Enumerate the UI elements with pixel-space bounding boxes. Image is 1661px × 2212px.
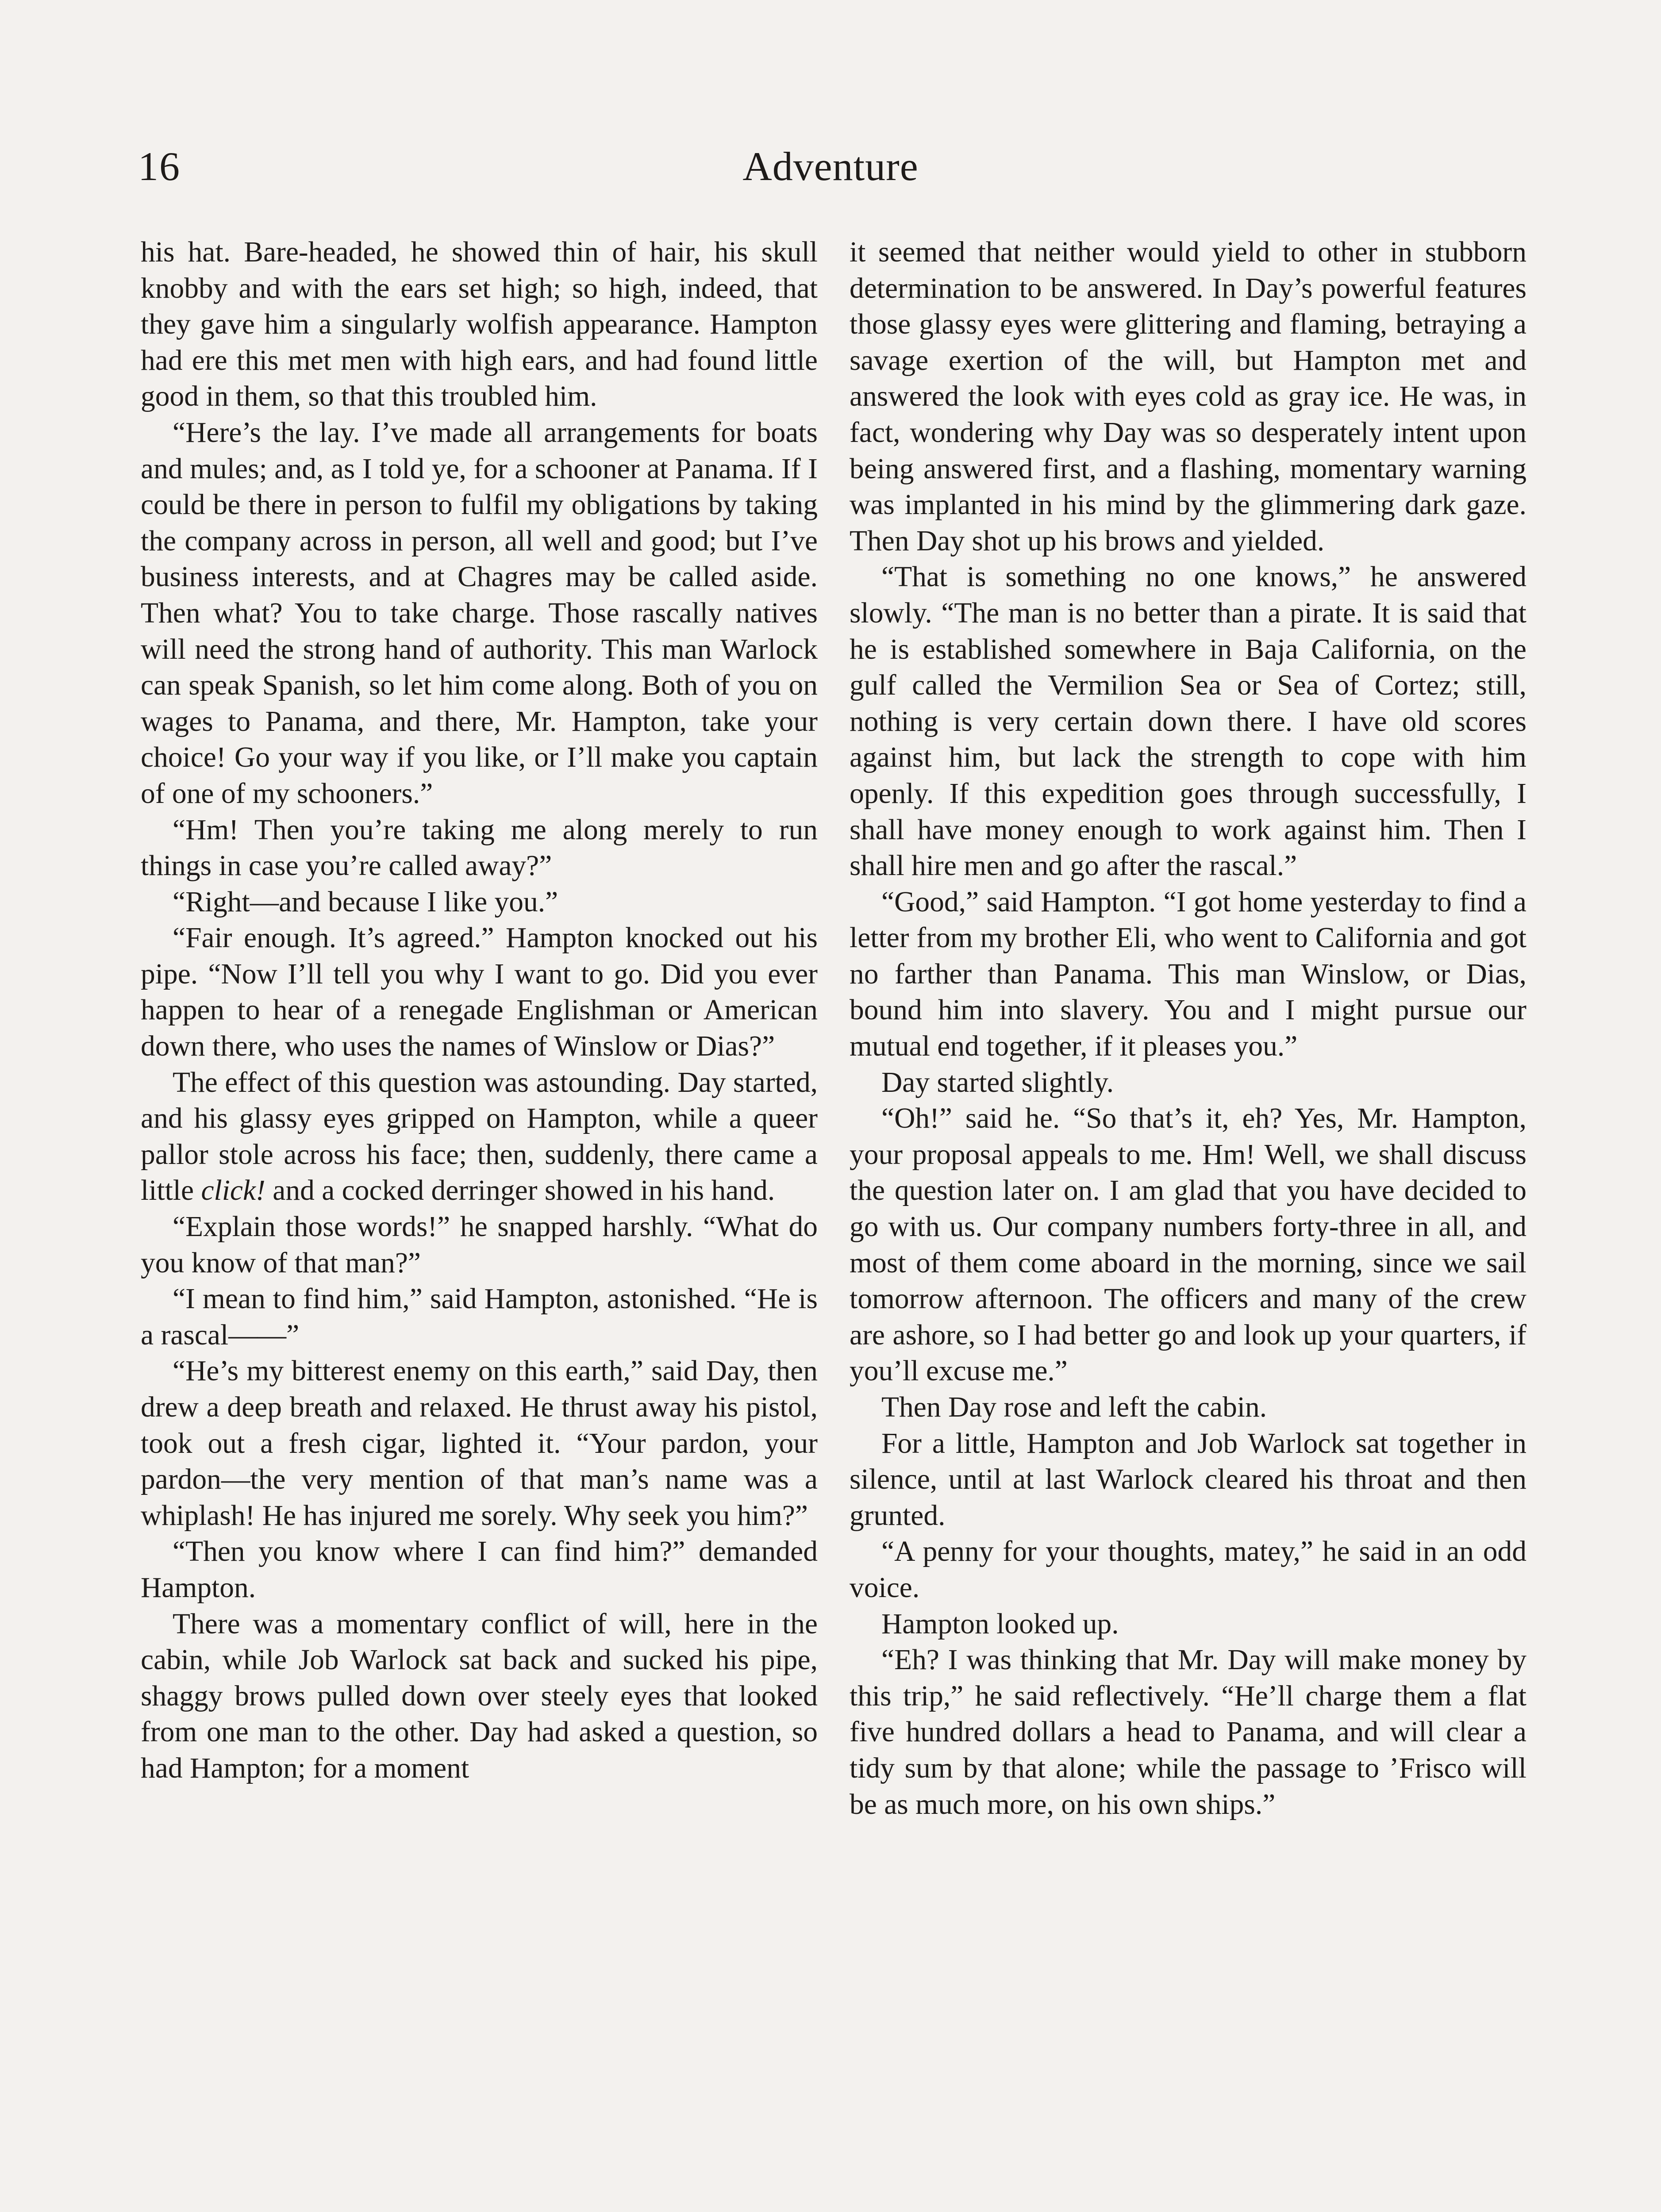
paragraph: For a little, Hampton and Job Warlock sat together in silence, until at last Warlock cleared his throat and then grunted. xyxy=(850,1427,1526,1532)
paragraph: “A penny for your thoughts, matey,” he said in an odd voice. xyxy=(850,1536,1526,1604)
paragraph: his hat. Bare-headed, he showed thin of hair, his skull knobby and with the ears set high; so high, indeed, that they gave him a singularly wolfish appearance. Hampton had ere this met men with high ears, and had found little good in them, so that this troubled him. xyxy=(141,236,818,413)
paragraph-text: The effect of this question was astounding. Day started, and his glassy eyes gripped on Hampton, while a queer pallor stole across his face; then, suddenly, there came a little xyxy=(141,1066,818,1207)
paragraph: Day started slightly. xyxy=(881,1066,1114,1098)
page-number: 16 xyxy=(138,144,181,189)
paragraph: “Fair enough. It’s agreed.” Hampton knocked out his pipe. “Now I’ll tell you why I want to go. Did you ever happen to hear of a renegade Englishman or American down there, who uses the names of Winslow or Dias?” xyxy=(141,922,818,1063)
magazine-header: Adventure xyxy=(742,144,919,189)
right-column xyxy=(850,234,1526,1823)
paragraph: Hampton looked up. xyxy=(881,1608,1119,1640)
paragraph: it seemed that neither would yield to other in stubborn determination to be answered. In Day’s powerful features those glassy eyes were glittering and flaming, betraying a savage exertion of the will, but Hampton met and answered the look with eyes cold as gray ice. He was, in fact, wondering why Day was so desperately intent upon being answered first, and a flashing, momentary warning was implanted in his mind by the glimmering dark gaze. Then Day shot up his brows and yielded. xyxy=(850,236,1526,557)
paragraph: Then Day rose and left the cabin. xyxy=(881,1391,1267,1423)
paragraph: “Explain those words!” he snapped harshly. “What do you know of that man?” xyxy=(141,1211,818,1279)
paragraph: “He’s my bitterest enemy on this earth,” said Day, then drew a deep breath and relaxed. He thrust away his pistol, took out a fresh cigar, lighted it. “Your pardon, your pardon—the very mention of that man’s name was a whiplash! He has injured me sorely. Why seek you him?” xyxy=(141,1355,818,1532)
italic-word: click! xyxy=(201,1175,265,1207)
paragraph: “Good,” said Hampton. “I got home yesterday to find a letter from my brother Eli, who went to California and got no farther than Panama. This man Winslow, or Dias, bound him into slavery. You and I might pursue our mutual end together, if it pleases you.” xyxy=(850,886,1526,1063)
paragraph: “That is something no one knows,” he answered slowly. “The man is no better than a pirate. It is said that he is established somewhere in Baja California, on the gulf called the Vermilion Sea or Sea of Cortez; still, nothing is very certain down there. I have old scores against him, but lack the strength to cope with him openly. If this expedition goes through successfully, I shall have money enough to work against him. Then I shall hire men and go after the rascal.” xyxy=(850,561,1526,882)
paragraph: “I mean to find him,” said Hampton, astonished. “He is a rascal——” xyxy=(141,1283,818,1351)
paragraph: There was a momentary conflict of will, here in the cabin, while Job Warlock sat back and sucked his pipe, shaggy brows pulled down over steely eyes that looked from one man to the other. Day had asked a question, so had Hampton; for a moment xyxy=(141,1608,818,1784)
paragraph-text: and a cocked derringer showed in his hand. xyxy=(265,1175,775,1207)
left-column xyxy=(141,234,818,1787)
paragraph: “Eh? I was thinking that Mr. Day will make money by this trip,” he said reflectively. “He’ll charge them a flat five hundred dollars a head to Panama, and will clear a tidy sum by that alone; while the passage to ’Frisco will be as much more, on his own ships.” xyxy=(850,1644,1526,1820)
paragraph: “Right—and because I like you.” xyxy=(173,886,558,918)
paragraph: “Oh!” said he. “So that’s it, eh? Yes, Mr. Hampton, your proposal appeals to me. Hm! Well, we shall discuss the question later on. I am glad that you have decided to go with us. Our company numbers forty-three in all, and most of them come aboard in the morning, since we sail tomorrow afternoon. The officers and many of the crew are ashore, so I had better go and look up your quarters, if you’ll excuse me.” xyxy=(850,1102,1526,1387)
paragraph: “Hm! Then you’re taking me along merely to run things in case you’re called away?” xyxy=(141,814,818,882)
paragraph: “Here’s the lay. I’ve made all arrangements for boats and mules; and, as I told ye, for a schooner at Panama. If I could be there in person to fulfil my obligations by taking the company across in person, all well and good; but I’ve business interests, and at Chagres may be called aside. Then what? You to take charge. Those rascally natives will need the strong hand of authority. This man Warlock can speak Spanish, so let him come along. Both of you on wages to Panama, and there, Mr. Hampton, take your choice! Go your way if you like, or I’ll make you captain of one of my schooners.” xyxy=(141,416,818,810)
paragraph: “Then you know where I can find him?” demanded Hampton. xyxy=(141,1536,818,1604)
paragraph-with-italic xyxy=(141,1065,818,1209)
